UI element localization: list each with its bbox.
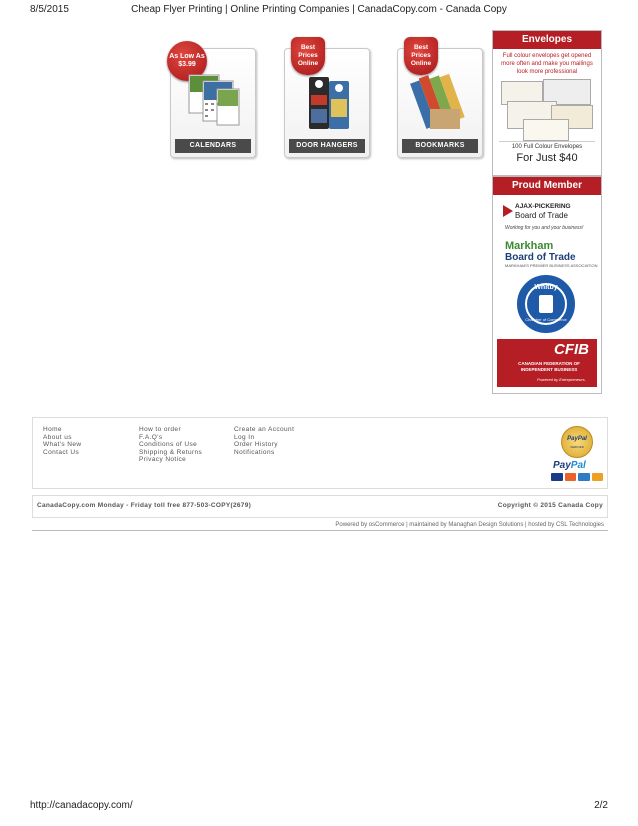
ajax-pickering-logo[interactable] — [501, 201, 595, 235]
product-label: BOOKMARKS — [402, 139, 478, 153]
bookmarks-image — [408, 69, 470, 135]
door-hangers-image — [295, 69, 357, 135]
footer-link-login[interactable]: Log In — [234, 433, 255, 441]
copyright-text: Copyright © 2015 Canada Copy — [497, 502, 603, 509]
mastercard-icon — [565, 473, 577, 481]
footer-link-create-account[interactable]: Create an Account — [234, 426, 295, 433]
paypal-verified-text: VERIFIED — [570, 445, 584, 449]
footer-link-contact[interactable]: Contact Us — [43, 448, 80, 456]
ajax-name: AJAX-PICKERING — [515, 203, 571, 210]
footer-link-faq[interactable]: F.A.Q's — [139, 433, 163, 441]
paypal-seal-text: PayPal — [567, 436, 587, 442]
contact-text: CanadaCopy.com Monday - Friday toll free 877-503-COPY(2679) — [37, 502, 252, 509]
footer-link-notifications[interactable]: Notifications — [234, 448, 275, 456]
price-badge: Best Prices Online — [291, 37, 325, 75]
price-badge: As Low As $3.99 — [167, 41, 207, 81]
footer-link-order-history[interactable]: Order History — [234, 441, 278, 449]
footer-link-privacy[interactable]: Privacy Notice — [139, 456, 187, 464]
building-icon — [539, 295, 553, 313]
cfib-name: CFIB — [554, 341, 589, 358]
ajax-tagline: Working for you and your business! — [505, 225, 584, 231]
cfib-tagline: Powered by Entrepreneurs. — [537, 377, 586, 382]
markham-top: Markham — [505, 240, 554, 252]
envelopes-caption: 100 Full Colour Envelopes — [499, 141, 595, 150]
footer-link-whats-new[interactable]: What's New — [43, 441, 82, 449]
ajax-board: Board of Trade — [515, 211, 568, 220]
markham-bottom: Board of Trade — [505, 252, 576, 263]
markham-logo[interactable] — [505, 241, 597, 268]
paypal-word-pal: Pal — [570, 460, 586, 471]
whitby-name: Whitby — [534, 284, 558, 291]
footer-links — [32, 417, 608, 489]
paypal-verified-logo[interactable] — [551, 426, 603, 482]
product-tile-door-hangers[interactable] — [284, 44, 370, 158]
calendars-image — [181, 69, 243, 135]
print-date: 8/5/2015 — [30, 4, 69, 15]
paypal-seal-icon — [561, 426, 593, 458]
powered-by-text: Powered by osCommerce | maintained by Managhan Design Solutions | hosted by CSL Technologies — [335, 522, 604, 528]
cfib-full: CANADIAN FEDERATION OF INDEPENDENT BUSINESS — [518, 361, 580, 372]
divider — [32, 530, 608, 531]
footer-col-1 — [43, 426, 81, 456]
footer-link-about[interactable]: About us — [43, 433, 72, 441]
product-label: CALENDARS — [175, 139, 251, 153]
whitby-sub: Chamber of Commerce — [525, 317, 567, 322]
card-logos — [551, 473, 603, 481]
print-page-number: 2/2 — [594, 800, 608, 811]
footer-col-3 — [234, 426, 294, 456]
footer-col-2 — [139, 426, 202, 464]
paypal-word-pay: Pay — [553, 460, 571, 471]
proud-member-title: Proud Member — [493, 177, 601, 195]
footer-link-shipping[interactable]: Shipping & Returns — [139, 448, 203, 456]
product-label: DOOR HANGERS — [289, 139, 365, 153]
print-url: http://canadacopy.com/ — [30, 800, 133, 811]
footer-link-home[interactable]: Home — [43, 426, 62, 433]
amex-icon — [578, 473, 590, 481]
footer-link-conditions[interactable]: Conditions of Use — [139, 441, 198, 449]
footer-link-how-to-order[interactable]: How to order — [139, 426, 182, 433]
envelopes-text: Full colour envelopes get opened more often and make you mailings look more professional — [501, 53, 593, 75]
arrow-icon — [503, 205, 513, 217]
proud-member-box — [492, 176, 602, 394]
paypal-wordmark — [553, 460, 586, 471]
markham-sub: MARKHAM'S PREMIER BUSINESS ASSOCIATION — [505, 263, 598, 268]
envelopes-title: Envelopes — [493, 31, 601, 49]
product-tile-calendars[interactable] — [170, 48, 256, 158]
whitby-chamber-logo[interactable] — [517, 275, 575, 333]
contact-bar — [32, 495, 608, 518]
envelopes-ad[interactable] — [492, 30, 602, 176]
visa-icon — [551, 473, 563, 481]
print-title: Cheap Flyer Printing | Online Printing Companies | CanadaCopy.com - Canada Copy — [131, 4, 507, 15]
product-tile-bookmarks[interactable] — [397, 44, 483, 158]
price-badge: Best Prices Online — [404, 37, 438, 75]
cfib-logo[interactable] — [497, 339, 597, 387]
envelopes-price: For Just $40 — [516, 152, 578, 164]
envelopes-image — [499, 79, 595, 141]
discover-icon — [592, 473, 604, 481]
